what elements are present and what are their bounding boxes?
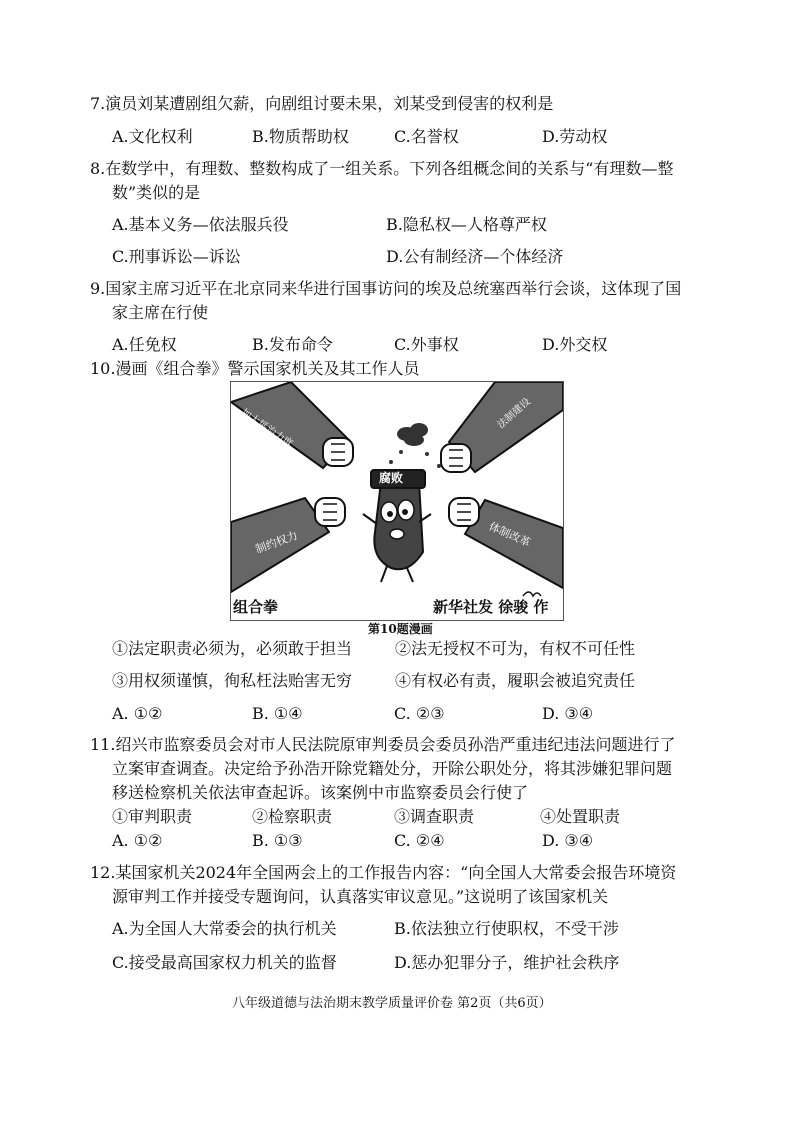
fist-label-3: 制约权力: [253, 528, 300, 557]
q8-option-c: C.刑事诉讼—诉讼: [112, 247, 241, 266]
page-footer: 八年级道德与法治期末教学质量评价卷 第2页（共6页）: [232, 996, 552, 1011]
corruption-figure: [363, 470, 431, 582]
q8-stem-line1: 8.在数学中，有理数、整数构成了一组关系。下列各组概念间的关系与“有理数—整: [90, 159, 674, 178]
arm-bottom-right: [449, 498, 563, 588]
cartoon-credit: 新华社发 徐骏 作: [433, 598, 549, 616]
q7-option-d: D.劳动权: [542, 127, 608, 146]
fist-label-2: 法制建设: [495, 396, 533, 432]
q11-stem-line2: 立案审查调查。决定给予孙浩开除党籍处分，开除公职处分，将其涉嫌犯罪问题: [112, 759, 673, 778]
q11-statement-1: ①审判职责: [112, 807, 193, 826]
q7-option-b: B.物质帮助权: [252, 127, 349, 146]
q10-option-b: B. ①④: [252, 704, 303, 723]
q7-stem: 7.演员刘某遭剧组欠薪，向剧组讨要未果，刘某受到侵害的权利是: [90, 94, 554, 113]
q10-statement-1: ①法定职责必须为，必须敢于担当: [112, 639, 353, 658]
dust-cloud-icon: [389, 423, 441, 468]
q11-option-c: C. ②④: [394, 831, 445, 850]
q12-stem-line1: 12.某国家机关2024年全国两会上的工作报告内容：“向全国人大常委会报告环境资: [90, 863, 677, 882]
q9-option-a: A.任免权: [112, 335, 177, 354]
q10-option-a: A. ①②: [112, 704, 163, 723]
cartoon-center-label: 腐败: [379, 471, 404, 485]
q7-option-a: A.文化权利: [112, 127, 193, 146]
q11-option-d: D. ③④: [542, 831, 594, 850]
q9-stem-line2: 家主席在行使: [112, 303, 209, 322]
q12-option-b: B.依法独立行使职权，不受干涉: [394, 919, 619, 938]
q10-stem: 10.漫画《组合拳》警示国家机关及其工作人员: [90, 359, 420, 378]
arm-top-left: [231, 382, 353, 468]
q7-option-c: C.名誉权: [394, 127, 459, 146]
q8-option-a: A.基本义务—依法服兵役: [112, 215, 289, 234]
q9-stem-line1: 9.国家主席习近平在北京同来华进行国事访问的埃及总统塞西举行会谈，这体现了国: [90, 279, 682, 298]
q12-option-d: D.惩办犯罪分子，维护社会秩序: [394, 953, 620, 972]
q9-option-d: D.外交权: [542, 335, 608, 354]
q8-option-d: D.公有制经济—个体经济: [386, 247, 564, 266]
q11-statement-2: ②检察职责: [252, 807, 333, 826]
q11-statement-3: ③调查职责: [394, 807, 475, 826]
fist-label-1: 加大惩治力度: [238, 407, 295, 450]
q8-stem-line2: 数”类似的是: [112, 183, 201, 202]
q9-option-b: B.发布命令: [252, 335, 333, 354]
q10-option-c: C. ②③: [394, 704, 445, 723]
q11-stem-line1: 11.绍兴市监察委员会对市人民法院原审判委员会委员孙浩严重违纪违法问题进行了: [90, 735, 676, 754]
q10-statement-2: ②法无授权不可为，有权不可任性: [395, 639, 636, 658]
q10-statement-4: ④有权必有责，履职会被追究责任: [395, 671, 636, 690]
q12-option-c: C.接受最高国家权力机关的监督: [112, 953, 337, 972]
q11-statement-4: ④处置职责: [540, 807, 621, 826]
fist-label-4: 体制改革: [486, 519, 533, 550]
q8-option-b: B.隐私权—人格尊严权: [386, 215, 547, 234]
q12-option-a: A.为全国人大常委会的执行机关: [112, 919, 337, 938]
q11-option-a: A. ①②: [112, 831, 163, 850]
q10-cartoon: [230, 381, 564, 621]
q10-option-d: D. ③④: [542, 704, 594, 723]
q12-stem-line2: 源审判工作并接受专题询问，认真落实审议意见。”这说明了该国家机关: [112, 887, 609, 906]
cartoon-caption: 第10题漫画: [368, 622, 433, 636]
q9-option-c: C.外事权: [394, 335, 459, 354]
q11-option-b: B. ①③: [252, 831, 303, 850]
q10-statement-3: ③用权须谨慎，徇私枉法贻害无穷: [112, 671, 353, 690]
cartoon-title: 组合拳: [233, 598, 279, 616]
q11-stem-line3: 移送检察机关依法审查起诉。该案例中市监察委员会行使了: [112, 783, 529, 802]
